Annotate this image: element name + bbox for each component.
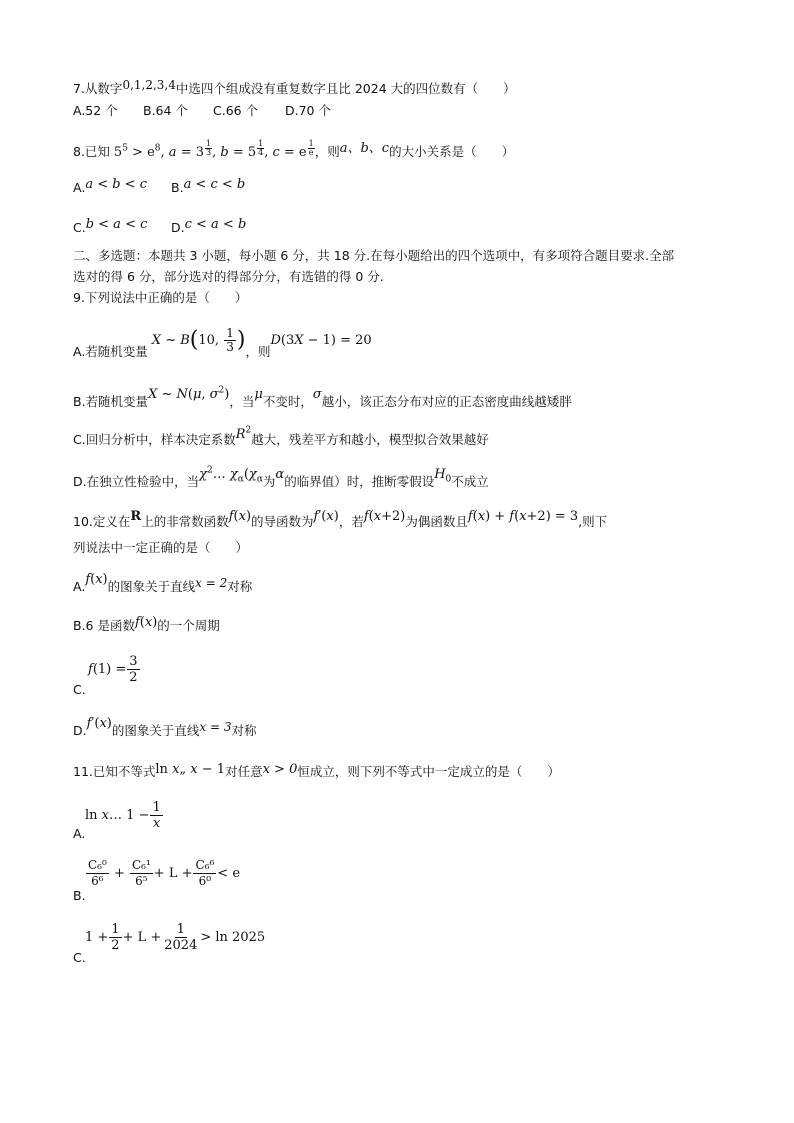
q8-option-b[interactable]: B.a < c < b: [171, 177, 246, 195]
q10-option-b[interactable]: B.6 是函数f(x)的一个周期: [73, 615, 220, 633]
q9-b-math: X ~ N(μ, $\sigma^2$): [148, 385, 230, 402]
q7-stem: [73, 76, 516, 98]
section2-line2: 选对的得 6 分，部分选对的得部分分，有选错的得 0 分.: [73, 269, 384, 284]
q11-math1: ln x„ x − 1: [155, 762, 226, 777]
q10-option-d[interactable]: D.f′(x)的图象关于直线x = 3对称: [73, 716, 257, 738]
q7-option-b[interactable]: B.64 个: [143, 103, 188, 118]
q8-option-d[interactable]: D.c < a < b: [171, 217, 247, 235]
q8-stem: [73, 140, 514, 162]
q9-a-text: A.若随机变量: [73, 344, 148, 359]
q9-a-math: X ~ B(10, $\frac{1}{3}$ ): [151, 326, 246, 354]
q10-option-c-math: f(1) = $\frac{3}{2}$: [88, 654, 138, 685]
q7-option-d[interactable]: D.70 个: [285, 103, 331, 118]
q9-d-h0: $H_0$: [434, 467, 452, 485]
q8-options-row1: [73, 176, 245, 197]
q11-option-a[interactable]: A.: [73, 826, 86, 841]
q11-option-b[interactable]: B.: [73, 888, 86, 903]
q11-option-b-math: $\frac{\text{C₆⁰}}{\text{6⁶}}$ + $\frac{\text{C₆¹}}{\text{6⁵}}$ + L + $\frac{\text{C₆⁶}}{\text{6⁰}}$ < e: [88, 858, 241, 888]
q11-stem: 11.已知不等式ln x„ x − 1对任意x > 0恒成立，则下列不等式中一定成立的是（ ）: [73, 762, 560, 779]
q10-stem-line1: 10.定义在R上的非常数函数f(x)的导函数为f′(x)，若f(x+2)为偶函数且f(x) + f(x+2) = 3,则下: [73, 509, 608, 529]
q8-option-a[interactable]: A.a < b < c: [73, 177, 147, 195]
q10-fx2: f(x+2): [363, 509, 406, 524]
q11-option-c-math: 1 + $\frac{1}{2}$ + L + $\frac{1}{2024}$ > ln 2025: [85, 922, 266, 953]
q10-option-c[interactable]: C.: [73, 682, 86, 697]
q11-math2: x > 0: [262, 762, 298, 777]
q10-R: R: [130, 509, 142, 524]
q9-d-math: $\chi^2\dots$ $\chi_\alpha(\chi_\alpha$: [199, 465, 263, 485]
q7-option-a[interactable]: A.52 个: [73, 103, 118, 118]
q7-text: 7.从数字: [73, 81, 123, 96]
q10-cond: f(x) + f(x+2) = 3: [467, 509, 579, 524]
q9-a-math2: D(3X − 1) = 20: [270, 333, 372, 348]
q9-a-text2: ，则: [245, 344, 271, 359]
q7-text-b: 中选四个组成没有重复数字且比 2024 大的四位数有（ ）: [175, 81, 516, 96]
q9-stem: 9.下列说法中正确的是（ ）: [73, 290, 248, 305]
q9-option-b[interactable]: B.若随机变量X ~ N(μ, $\sigma^2$)，当μ不变时，σ越小，该正态分布对应的正态密度曲线越矮胖: [73, 385, 572, 409]
q11-option-c[interactable]: C.: [73, 950, 86, 965]
q7-options: [73, 102, 331, 120]
q10-option-a[interactable]: A.f(x)的图象关于直线x = 2对称: [73, 572, 253, 594]
q8-options-row2: [73, 216, 246, 237]
q7-digits: 0,1,2,3,4: [122, 78, 176, 92]
q10-fx: f(x): [228, 509, 252, 524]
q10-stem-line2: 列说法中一定正确的是（ ）: [73, 540, 249, 555]
q8-text-b: ，则: [314, 144, 340, 159]
q9-option-c[interactable]: C.回归分析中，样本决定系数$R^2$越大，残差平方和越小，模型拟合效果越好: [73, 425, 489, 447]
q11-option-a-math: ln x… 1 − $\frac{1}{x}$: [85, 800, 161, 831]
q8-math: $5^5 > e^8$, a = 3 $\frac{1}{3}$ , b = 5 $\frac{1}{4}$ , c = e $\frac{1}{e}$: [113, 139, 314, 160]
q9-option-d[interactable]: D.在独立性检验中，当$\chi^2\dots$ $\chi_\alpha(\chi_\alpha$为α的临界值）时，推断零假设$H_0$不成立: [73, 465, 489, 489]
q8-vars: a、b、c: [339, 141, 390, 156]
q8-option-c[interactable]: C.b < a < c: [73, 217, 148, 235]
q9-c-math: $R^2$: [235, 425, 252, 442]
q7-option-c[interactable]: C.66 个: [213, 103, 259, 118]
q8-text: 8.已知: [73, 144, 110, 159]
q8-text-c: 的大小关系是（ ）: [389, 144, 515, 159]
q10-fpx: f′(x): [313, 509, 339, 524]
q9-option-a[interactable]: [73, 327, 372, 361]
section2-line1: 二、多选题：本题共 3 小题，每小题 6 分，共 18 分.在每小题给出的四个选项中，有多项符合题目要求.全部: [73, 248, 675, 263]
